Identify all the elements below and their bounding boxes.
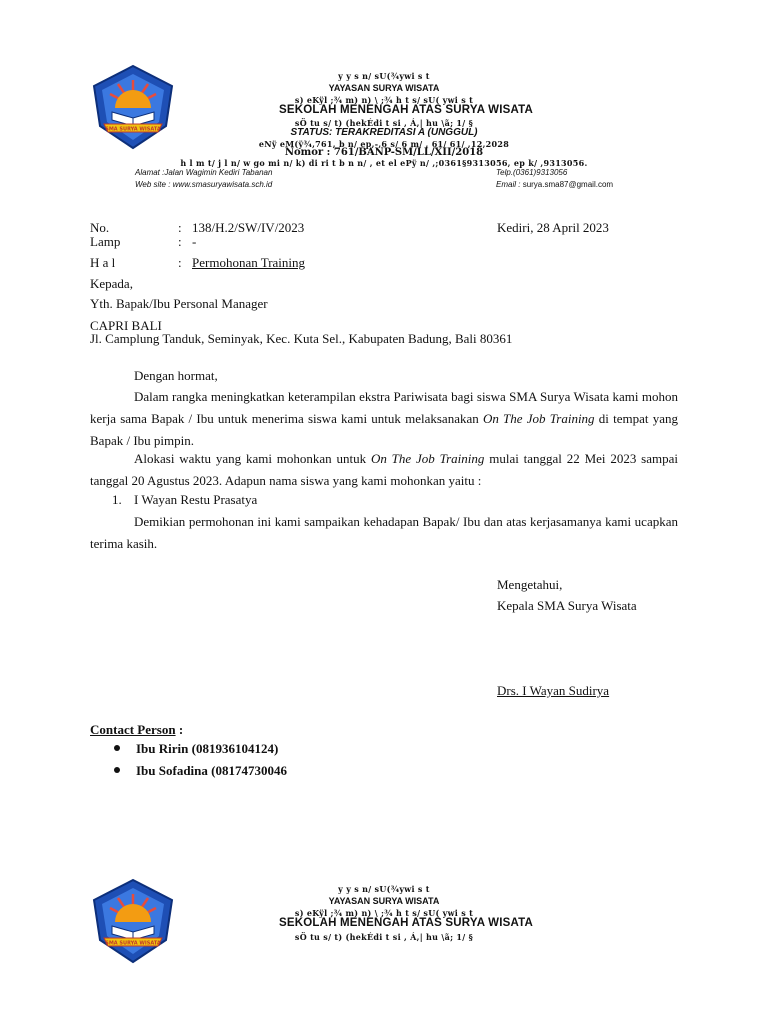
p1-text-end: di tempat yang Bapak / Ibu pimpin. — [90, 411, 678, 448]
p2-text: Alokasi waktu yang kami mohonkan untuk — [134, 451, 371, 466]
place-date: Kediri, 28 April 2023 — [497, 220, 609, 235]
contact-person-1: Ibu Ririn (081936104124) — [136, 741, 279, 756]
hal-label: H a l — [90, 255, 116, 270]
lamp-label: Lamp — [90, 234, 121, 249]
logo-banner-text: SMA SURYA WISATA — [105, 126, 161, 133]
letterhead-garbled-2: s) eKÿl ;¾ m) n) \ ;¾ h t s/ sU( ywi s t — [294, 908, 474, 918]
letterhead-garbled-4: eNÿ eM(ÿ¾,761, b n/ ep,-,6 s/ 6 m/ , 61/ 61/ ,12,2028 — [258, 139, 510, 149]
contact-title: Contact Person — [90, 722, 176, 737]
contact-person-2: Ibu Sofadina (08174730046 — [136, 763, 287, 778]
paragraph-2 — [90, 448, 678, 492]
accreditation-status: STATUS: TERAKREDITASI A (UNGGUL) — [290, 127, 478, 138]
student-number: 1. — [112, 492, 122, 507]
hal-colon: : — [178, 255, 182, 270]
student-name: I Wayan Restu Prasatya — [134, 492, 258, 507]
subject: Permohonan Training — [192, 255, 306, 270]
recipient-company: CAPRI BALI — [90, 318, 162, 333]
mengetahui: Mengetahui, — [497, 577, 563, 592]
letterhead-garbled-1: y y s n/ sU(¾ywi s t — [338, 884, 430, 894]
signer-name: Drs. I Wayan Sudirya — [497, 683, 610, 698]
letterhead-garbled-3: sÖ tu s/ t) (hekÉdi t si , Á,| hu \ã; 1/ § — [294, 118, 474, 128]
kepada: Kepada, — [90, 276, 133, 291]
foundation-name: YAYASAN SURYA WISATA — [328, 83, 440, 93]
letterhead-garbled-3: sÖ tu s/ t) (hekÉdi t si , Á,| hu \ã; 1/ § — [294, 932, 474, 942]
recipient-title: Yth. Bapak/Ibu Personal Manager — [90, 296, 268, 311]
logo-banner-text: SMA SURYA WISATA — [105, 940, 161, 947]
lamp-colon: : — [178, 234, 182, 249]
paragraph-3: Demikian permohonan ini kami sampaikan kehadapan Bapak/ Ibu dan atas kerjasamanya kami ucapkan terima kasih. — [90, 514, 678, 551]
greeting: Dengan hormat, — [134, 368, 218, 383]
letterhead-garbled-5: h l m t/ j l n/ w go mi n/ k) di ri t b n n/ , et el ePÿ n/ ,;0361§9313056, ep k/ ,9313056. — [180, 158, 588, 168]
paragraph-1 — [90, 386, 678, 452]
letter-number: 138/H.2/SW/IV/2023 — [192, 220, 305, 235]
letterhead-garbled-2: s) eKÿl ;¾ m) n) \ ;¾ h t s/ sU( ywi s t — [294, 95, 474, 105]
signer-position: Kepala SMA Surya Wisata — [497, 598, 637, 613]
school-email-row — [496, 180, 613, 189]
accreditation-number: Nomor : 761/BANP-SM/LL/XII/2018 — [284, 147, 484, 158]
letterhead-garbled-1: y y s n/ sU(¾ywi s t — [338, 71, 430, 81]
p1-italic: On The Job Training — [482, 411, 595, 426]
bullet-icon — [114, 767, 120, 773]
p2-text-end: mulai tanggal 22 Mei 2023 sampai tanggal 20 Agustus 2023. Adapun nama siswa yang kami mohonkan yaitu : — [90, 451, 678, 488]
school-phone: Telp.(0361)9313056 — [496, 168, 568, 177]
lamp-value: - — [192, 234, 197, 249]
school-website[interactable]: Web site : www.smasuryawisata.sch.id — [135, 180, 273, 189]
p2-italic: On The Job Training — [370, 451, 485, 466]
school-name: SEKOLAH MENENGAH ATAS SURYA WISATA — [278, 104, 534, 116]
p1-text: Dalam rangka meningkatkan keterampilan ekstra Pariwisata bagi siswa SMA Surya Wisata kami mohon kerja sama Bapak / Ibu untuk menerima siswa kami untuk melaksanakan — [90, 389, 678, 426]
bullet-icon — [114, 745, 120, 751]
school-email[interactable]: surya.sma87@gmail.com — [522, 180, 614, 189]
recipient-address: Jl. Camplung Tanduk, Seminyak, Kec. Kuta Sel., Kabupaten Badung, Bali 80361 — [90, 331, 513, 346]
email-label: Email : — [496, 180, 521, 189]
foundation-name: YAYASAN SURYA WISATA — [328, 896, 440, 906]
contact-colon: : — [175, 722, 184, 737]
school-name: SEKOLAH MENENGAH ATAS SURYA WISATA — [278, 917, 534, 929]
no-colon: : — [178, 220, 182, 235]
no-label: No. — [90, 220, 110, 235]
school-address: Alamat :Jalan Wagimin Kediri Tabanan — [135, 168, 273, 177]
